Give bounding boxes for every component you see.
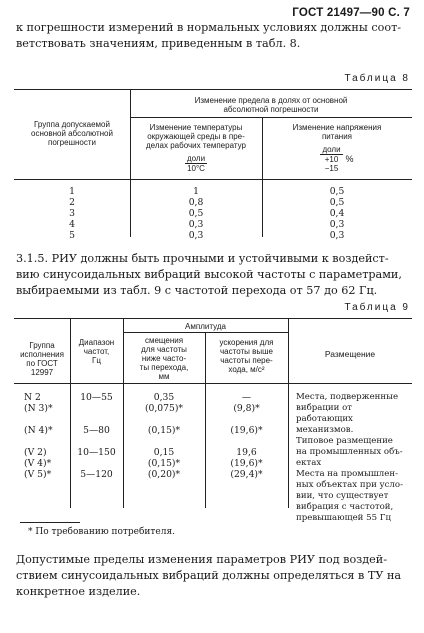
closing-line-1: Допустимые пределы изменения параметров РИУ под воздей- (16, 553, 388, 566)
table9-col5-header: Размещение (324, 349, 376, 359)
table8-col3-values: 0,5 0,5 0,4 0,3 0,3 (329, 186, 345, 241)
table-rule (288, 318, 289, 508)
footnote-rule (20, 522, 80, 523)
table8-col3-header: Изменение напряжения питания доли +10 −15 % (292, 123, 382, 173)
table9-col2-header: Диапазон частот, Гц (78, 338, 115, 365)
table9-caption: Таблица 9 (344, 302, 410, 313)
para315-line-1: 3.1.5. РИУ должны быть прочными и устойчивыми к воздейст- (16, 252, 389, 265)
table8-col2-header: Изменение температуры окружающей среды в пре- делах рабочих температур доли 10°С (146, 123, 246, 173)
intro-line-1: к погрешности измерений в нормальных условиях должны соот- (16, 21, 402, 34)
table8-col1-header: Группа допускаемой основной абсолютной погрешности (31, 120, 113, 147)
closing-line-3: конкретное изделие. (16, 585, 141, 598)
table-rule (14, 318, 412, 319)
intro-line-2: ветствовать значениям, приведенным в табл. 8. (16, 37, 301, 50)
table8-top-header: Изменение предела в долях от основной абсолютной погрешности (194, 96, 348, 114)
table8-col1-values: 1 2 3 4 5 (69, 186, 75, 241)
table8-col2-values: 1 0,8 0,5 0,3 0,3 (188, 186, 204, 241)
table-rule (14, 179, 412, 180)
table9-freq-column: 10—55 5—80 10—150 5—120 (77, 392, 116, 480)
para315-line-2: вию синусоидальных вибраций высокой частоты с параметрами, (16, 268, 402, 281)
table9-displacement-column: 0,35 (0,075)* (0,15)* 0,15 (0,15)* (0,20)* (144, 392, 184, 480)
para315-line-3: выбираемыми из табл. 9 с частотой перехода от 57 до 62 Гц. (16, 284, 378, 297)
table9-col1-header: Группа исполнения по ГОСТ 12997 (20, 341, 64, 377)
table-rule (14, 383, 412, 384)
table9-placement-column: Места, подверженные вибрации от работающих механизмов. Типовое размещение на промышленных объ- ектах Места на промышлен- ных объектах при усло- вии, что существует вибрация с частотой, превышающей 55 Гц (296, 392, 403, 523)
table-rule (14, 89, 412, 90)
closing-line-2: ствием синусоидальных вибраций должны определяться в ТУ на (16, 569, 402, 582)
table8-caption: Таблица 8 (344, 73, 410, 84)
table9-col4-header: ускорения для частоты выше частоты пере- хода, м/с² (219, 338, 274, 374)
table9-amplitude-header: Амплитуда (185, 322, 226, 331)
table9-acceleration-column: — (9,8)* (19,6)* 19,6 (19,6)* (29,4)* (230, 392, 263, 480)
page-header: ГОСТ 21497—90 С. 7 (292, 7, 410, 19)
table9-group-column: N 2 (N 3)* (N 4)* (V 2) (V 4)* (V 5)* (24, 392, 53, 480)
footnote: * По требованию потребителя. (28, 527, 175, 537)
table9-col3-header: смещения для частоты ниже часто- ты перехода, мм (139, 336, 189, 381)
table-rule (130, 117, 412, 118)
